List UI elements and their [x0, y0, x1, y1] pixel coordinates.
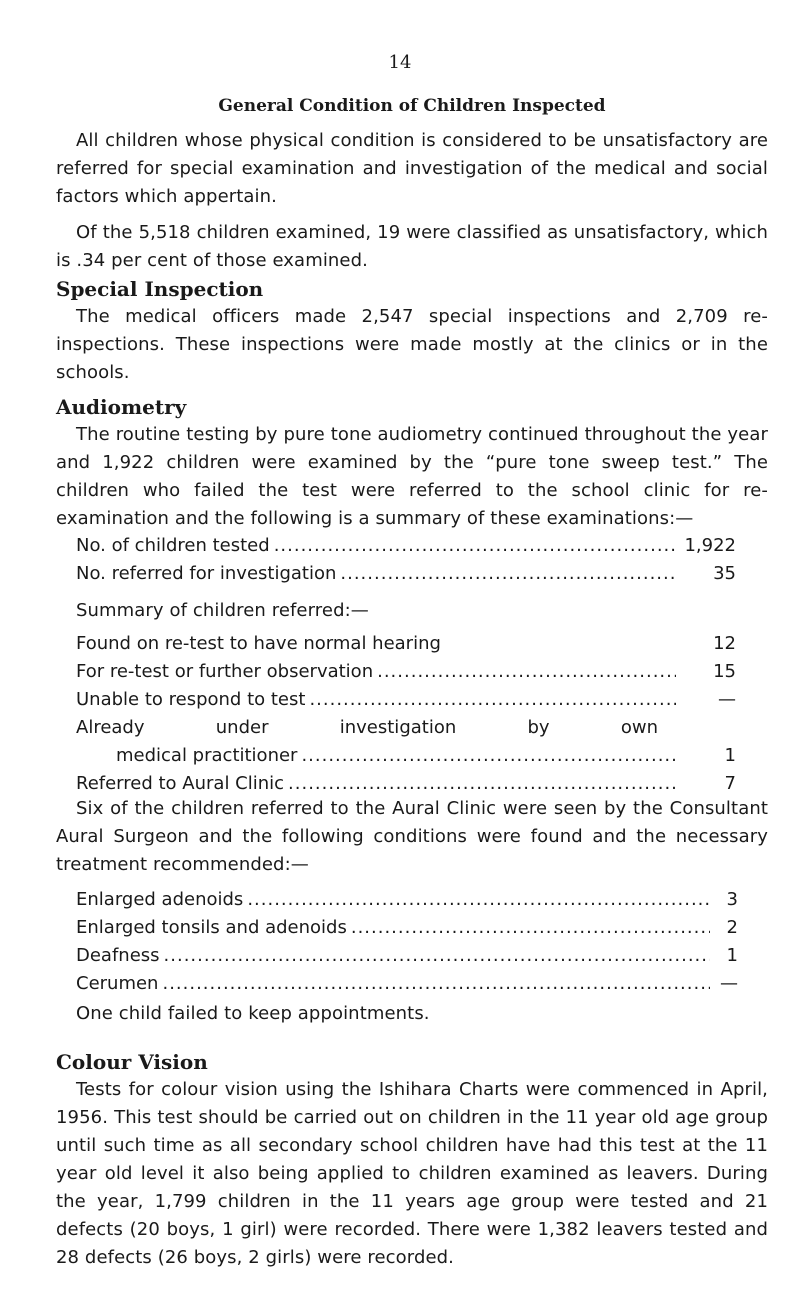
- list-item: [76, 686, 736, 714]
- leader-dots: [377, 658, 676, 686]
- list-item-label: Unable to respond to test: [76, 689, 306, 710]
- list-item: [76, 560, 736, 588]
- list-item-value: 1,922: [684, 535, 736, 556]
- page-number: 14: [388, 52, 412, 73]
- list-item: [76, 914, 738, 942]
- general-para-2: Of the 5,518 children examined, 19 were classified as unsatisfactory, which is .34 per cent of those examined.: [56, 222, 768, 271]
- leader-dots: [288, 770, 676, 798]
- audiometry-totals-list: [76, 532, 736, 588]
- list-item: [76, 942, 738, 970]
- special-inspection-heading: Special Inspection: [56, 277, 264, 301]
- summary-intro: [56, 597, 768, 625]
- aural-clinic-section: [56, 795, 768, 879]
- list-item: [76, 770, 736, 798]
- audiometry-para: The routine testing by pure tone audiometry continued throughout the year and 1,922 children were examined by the “pure tone sweep test.” The children who failed the test were referred to the school clinic for re-examination and the following is a summary of these examinations:—: [56, 424, 768, 529]
- list-item-label-line1: Already under investigation by own: [76, 717, 658, 738]
- list-item-label-line2: medical practitioner: [116, 745, 298, 766]
- list-item-label: Deafness: [76, 945, 160, 966]
- list-item: [76, 970, 738, 998]
- leader-dots: [351, 914, 710, 942]
- colour-vision-heading: Colour Vision: [56, 1050, 208, 1074]
- list-item-label: No. referred for investigation: [76, 563, 337, 584]
- list-item-value: 3: [726, 889, 738, 910]
- special-inspection-section: [56, 275, 768, 387]
- list-item-value: 12: [713, 633, 736, 654]
- list-item-value: 15: [713, 661, 736, 682]
- summary-intro-text: Summary of children referred:—: [76, 600, 369, 621]
- colour-vision-section: [56, 1048, 768, 1272]
- leader-dots: [162, 970, 710, 998]
- appointments-note-text: One child failed to keep appointments.: [76, 1003, 430, 1024]
- list-item-label: Found on re-test to have normal hearing: [76, 633, 441, 654]
- list-item: [76, 714, 736, 770]
- appointments-note: [56, 1000, 768, 1028]
- list-item-label: No. of children tested: [76, 535, 270, 556]
- list-item: [76, 658, 736, 686]
- audiometry-section: [56, 393, 768, 533]
- aural-clinic-para: Six of the children referred to the Aural Clinic were seen by the Consultant Aural Surgeon and the following conditions were found and the necessary treatment recommended:—: [56, 798, 768, 875]
- list-item-value: 35: [713, 563, 736, 584]
- leader-dots: [247, 886, 710, 914]
- leader-dots: [309, 686, 676, 714]
- colour-vision-para: Tests for colour vision using the Ishihara Charts were commenced in April, 1956. This test should be carried out on children in the 11 year old age group until such time as all secondary school children have had this test at the 11 year old level it also being applied to children examined as leavers. During the year, 1,799 children in the 11 years age group were tested and 21 defects (20 boys, 1 girl) were recorded. There were 1,382 leavers tested and 28 defects (26 boys, 2 girls) were recorded.: [56, 1079, 768, 1268]
- general-para-1: All children whose physical condition is considered to be unsatisfactory are referred for special examination and investigation of the medical and social factors which appertain.: [56, 130, 768, 207]
- list-item: [76, 886, 738, 914]
- general-condition-subheading: General Condition of Children Inspected: [218, 96, 606, 116]
- list-item-label: Cerumen: [76, 973, 159, 994]
- list-item-value: —: [720, 973, 738, 994]
- leader-dots: [164, 942, 710, 970]
- leader-dots: [274, 532, 676, 560]
- general-condition-section: [56, 127, 768, 275]
- list-item-value: 1: [726, 945, 738, 966]
- leader-dots: [301, 742, 676, 770]
- list-item-label: Enlarged tonsils and adenoids: [76, 917, 347, 938]
- leader-dots: [340, 560, 676, 588]
- list-item-label: Enlarged adenoids: [76, 889, 244, 910]
- list-item: [76, 532, 736, 560]
- list-item: [76, 630, 736, 658]
- list-item-value: 2: [726, 917, 738, 938]
- list-item-label: For re-test or further observation: [76, 661, 374, 682]
- list-item-label: Referred to Aural Clinic: [76, 773, 285, 794]
- list-item-value: 7: [724, 773, 736, 794]
- audiometry-heading: Audiometry: [56, 395, 187, 419]
- list-item-value: —: [718, 689, 736, 710]
- referred-summary-list: [76, 630, 736, 798]
- special-inspection-para: The medical officers made 2,547 special inspections and 2,709 re-inspections. These inspections were made mostly at the clinics or in the schools.: [56, 306, 768, 383]
- conditions-list: [76, 886, 738, 998]
- list-item-value: 1: [724, 745, 736, 766]
